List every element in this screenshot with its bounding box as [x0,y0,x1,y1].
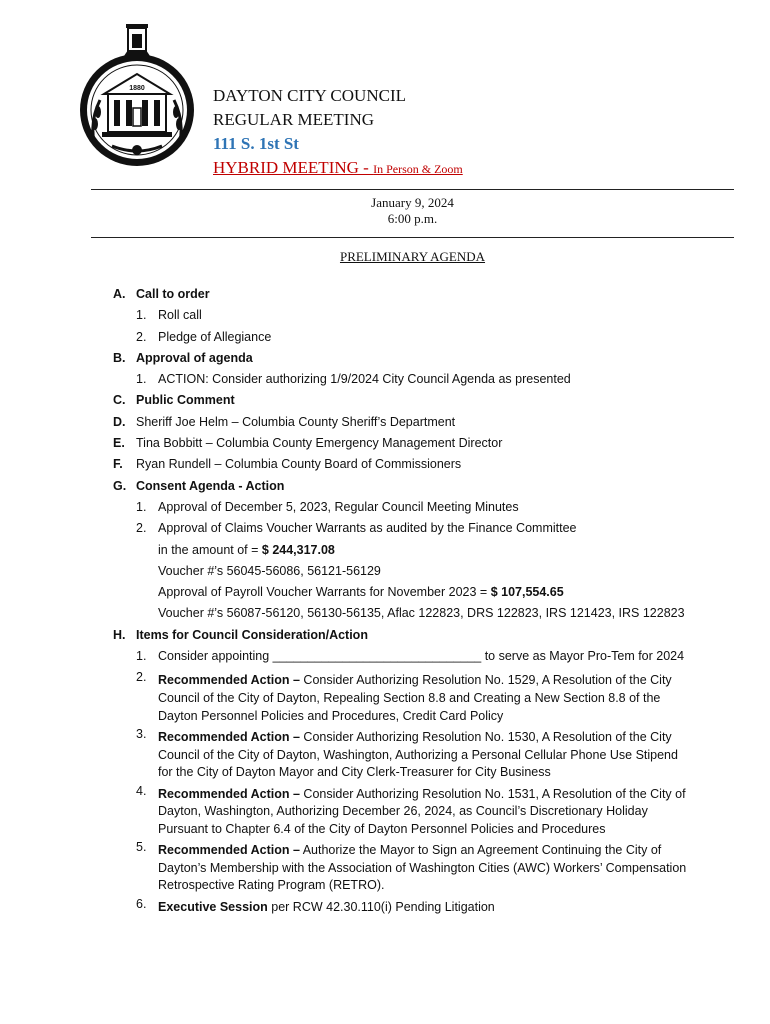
section-title: Sheriff Joe Helm – Columbia County Sheriff’s Department [136,414,456,429]
meeting-address: 111 S. 1st St [213,134,299,153]
item-marker: 1. [136,372,147,387]
item-text [158,672,688,725]
section-marker: G. [113,478,127,493]
agenda-heading: PRELIMINARY AGENDA [339,249,486,264]
item-marker: 2. [136,521,147,536]
list-item [0,897,770,918]
section-b [0,351,770,372]
section-title: Call to order [136,287,210,301]
item-text: Consider appointing ______________________________ to serve as Mayor Pro-Tem for 2024 [158,649,685,664]
item-marker: 3. [136,726,147,741]
meeting-type: REGULAR MEETING [213,110,375,129]
payroll-prefix: Approval of Payroll Voucher Warrants for November 2023 = [158,585,491,600]
section-marker: B. [113,350,126,365]
section-marker: F. [113,457,123,472]
item-body: Consider Authorizing Resolution No. 1530, A Resolution of the City Council of the City of Dayton, Washington, Authorizing a Personal Cellular Phone Use Stipend for the City of Dayton Mayor and City Clerk-Treasurer for City Business [158,729,678,780]
item-marker: 1. [136,499,147,514]
section-marker: C. [113,393,126,408]
section-marker: H. [113,627,126,642]
voucher-line [0,564,770,585]
item-marker: 6. [136,896,147,911]
section-marker: D. [113,414,126,429]
city-seal-logo [76,24,198,174]
list-item [0,500,770,521]
voucher-line [0,606,770,627]
seal-year: 1880 [129,85,145,92]
item-text: ACTION: Consider authorizing 1/9/2024 City Council Agenda as presented [158,372,571,387]
amount-prefix: in the amount of = [158,542,262,557]
section-title: Consent Agenda - Action [136,478,285,493]
item-marker: 2. [136,329,147,344]
list-item [0,521,770,542]
item-text: Pledge of Allegiance [158,329,272,344]
hybrid-meeting-line [213,156,463,181]
item-marker: 1. [136,308,147,323]
section-e [0,436,770,457]
list-item [0,784,770,841]
item-text: Approval of Claims Voucher Warrants as audited by the Finance Committee [158,521,577,536]
list-item [0,840,770,897]
item-body: Authorize the Mayor to Sign an Agreement Continuing the City of Dayton’s Membership with the Association of Washington Cities (AWC) Workers’ Compensation Retrospective Rating Program (RETRO). [158,843,687,893]
item-lead: Recommended Action – [158,843,300,858]
item-text: Approval of December 5, 2023, Regular Council Meeting Minutes [158,499,519,514]
section-title: Approval of agenda [136,350,253,365]
list-item [0,727,770,784]
list-item [0,670,770,727]
item-marker: 2. [136,670,147,685]
section-a [0,287,770,308]
section-title: Items for Council Consideration/Action [136,627,368,642]
item-lead: Executive Session [158,899,268,914]
item-text: Roll call [158,308,202,323]
divider-top [91,189,734,190]
section-g [0,479,770,500]
section-d [0,415,770,436]
item-text [158,842,688,895]
item-body: Consider Authorizing Resolution No. 1531, A Resolution of the City of Dayton, Washington, Authorizing December 26, 2024, as Council’s Discretionary Holiday Pursuant to Chapter 6.4 of the City of Dayton Personnel Policies and Procedures [158,786,686,836]
hybrid-label: HYBRID MEETING - [213,158,374,177]
list-item [0,372,770,393]
meeting-time: 6:00 p.m. [387,211,438,226]
claims-amount: $ 244,317.08 [261,542,335,557]
divider-bottom [91,237,734,238]
item-text [158,543,335,557]
item-lead: Recommended Action – [158,729,300,744]
item-body: per RCW 42.30.110(i) Pending Litigation [267,899,495,914]
item-text [158,786,688,839]
list-item [0,649,770,670]
section-h [0,628,770,649]
item-text [158,729,688,782]
item-text: Voucher #’s 56045-56086, 56121-56129 [158,563,381,578]
payroll-amount: $ 107,554.65 [490,585,564,600]
section-title: Public Comment [136,393,235,408]
item-body: Consider Authorizing Resolution No. 1529, A Resolution of the City Council of the City of Dayton, Repealing Section 8.8 and Creating a New Section 8.8 of the Dayton Personnel Policies and Procedures, Credit Card Policy [158,673,672,723]
item-lead: Recommended Action – [158,673,300,688]
item-lead: Recommended Action – [158,786,300,801]
section-f [0,457,770,478]
list-item [0,330,770,351]
hybrid-sub-label: In Person & Zoom [373,162,463,176]
claims-amount-line [0,543,770,564]
section-marker: A. [113,287,126,301]
payroll-line [0,585,770,606]
meeting-date: January 9, 2024 [371,195,454,210]
item-marker: 4. [136,783,147,798]
council-title: DAYTON CITY COUNCIL [213,86,406,105]
section-c [0,393,770,414]
section-marker: E. [113,436,125,451]
item-text [158,899,688,917]
section-title: Tina Bobbitt – Columbia County Emergency Management Director [136,436,503,451]
agenda-list [0,287,770,918]
item-marker: 1. [136,649,147,664]
section-title: Ryan Rundell – Columbia County Board of Commissioners [136,457,462,472]
item-marker: 5. [136,840,147,855]
item-text [158,585,564,599]
list-item [0,308,770,329]
item-text: Voucher #’s 56087-56120, 56130-56135, Aflac 122823, DRS 122823, IRS 121423, IRS 122823 [158,606,685,621]
